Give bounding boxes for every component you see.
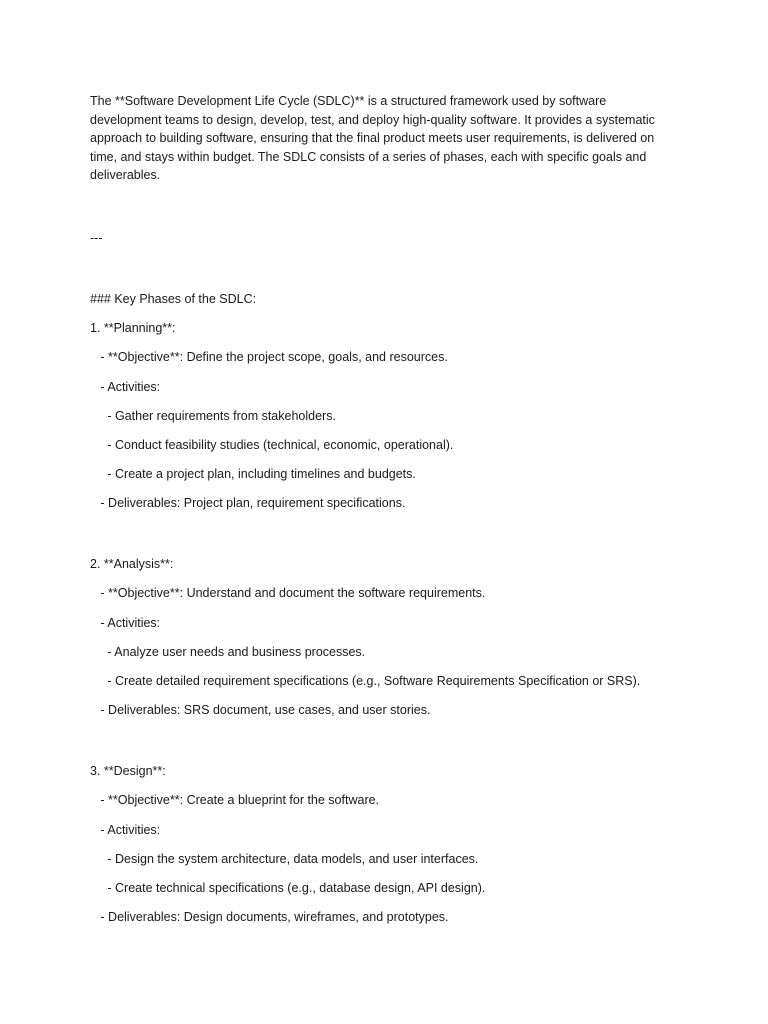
activity-item: - Create detailed requirement specifications (e.g., Software Requirements Specification or SRS). <box>90 674 641 689</box>
section-heading: ### Key Phases of the SDLC: <box>90 291 257 306</box>
phase-title: 1. **Planning**: <box>90 321 176 336</box>
phase-activities-label: - Activities: <box>90 822 161 837</box>
phase-activities-label: - Activities: <box>90 379 161 394</box>
separator-line: --- <box>90 230 103 245</box>
document-body <box>90 92 680 925</box>
phase-title: 3. **Design**: <box>90 764 166 779</box>
phase-deliverables: - Deliverables: SRS document, use cases, and user stories. <box>90 703 431 718</box>
phase-title: 2. **Analysis**: <box>90 557 174 572</box>
phase-deliverables: - Deliverables: Project plan, requirement specifications. <box>90 496 406 511</box>
phase-objective: - **Objective**: Define the project scope, goals, and resources. <box>90 350 448 365</box>
phase-activities-label: - Activities: <box>90 615 161 630</box>
intro-paragraph: The **Software Development Life Cycle (SDLC)** is a structured framework used by software development teams to design, develop, test, and deploy high-quality software. It provides a systematic approach to building software, ensuring that the final product meets user requirements, is delivered on time, and stays within budget. The SDLC consists of a series of phases, each with specific goals and deliverables. <box>90 94 655 183</box>
activity-item: - Conduct feasibility studies (technical, economic, operational). <box>90 437 454 452</box>
phase-deliverables: - Deliverables: Design documents, wireframes, and prototypes. <box>90 910 449 925</box>
phase-objective: - **Objective**: Understand and document the software requirements. <box>90 586 486 601</box>
activity-item: - Analyze user needs and business processes. <box>90 644 366 659</box>
activity-item: - Create a project plan, including timelines and budgets. <box>90 467 416 482</box>
activity-item: - Create technical specifications (e.g., database design, API design). <box>90 880 486 895</box>
activity-item: - Design the system architecture, data models, and user interfaces. <box>90 851 479 866</box>
phase-objective: - **Objective**: Create a blueprint for the software. <box>90 793 380 808</box>
activity-item: - Gather requirements from stakeholders. <box>90 408 336 423</box>
